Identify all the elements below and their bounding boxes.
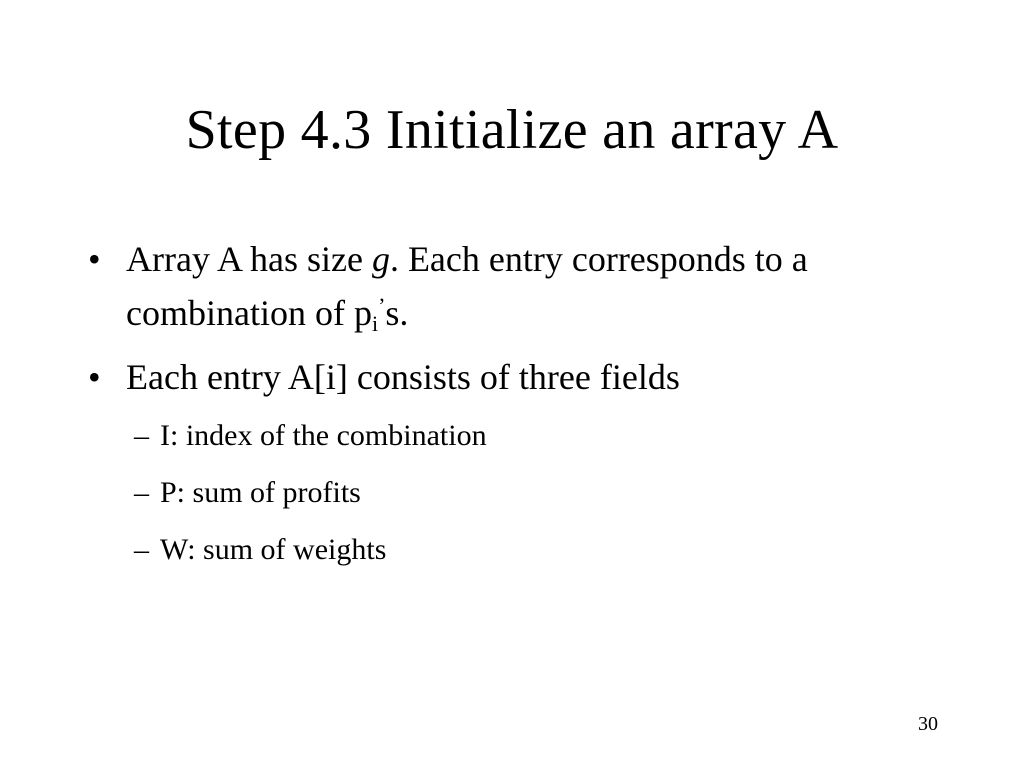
list-item-text: W: sum of weights bbox=[160, 533, 387, 566]
slide-body bbox=[88, 232, 948, 585]
slide-title: Step 4.3 Initialize an array A bbox=[185, 99, 839, 161]
bullet-array-size bbox=[88, 232, 948, 340]
list-item-text: P: sum of profits bbox=[160, 476, 361, 509]
bullet-text-part: . Each entry corresponds to a combination of p bbox=[126, 239, 808, 333]
bullet-entry-fields bbox=[88, 350, 948, 404]
bullet-marker: • bbox=[88, 357, 101, 397]
list-item-text: I: index of the combination bbox=[160, 419, 487, 452]
dash-marker: – bbox=[134, 419, 149, 452]
variable-g: g bbox=[371, 239, 390, 279]
bullet-text: Each entry A[i] consists of three fields bbox=[126, 357, 680, 397]
dash-marker: – bbox=[134, 476, 149, 509]
apostrophe: ’ bbox=[378, 293, 386, 318]
bullet-text-part: s. bbox=[385, 293, 409, 333]
list-item-weight-field bbox=[88, 528, 948, 572]
subscript-i: i bbox=[371, 311, 379, 336]
dash-marker: – bbox=[134, 533, 149, 566]
list-item-profit-field bbox=[88, 471, 948, 515]
page-number: 30 bbox=[918, 713, 938, 735]
field-list bbox=[88, 414, 948, 572]
bullet-marker: • bbox=[88, 239, 101, 279]
list-item-index-field bbox=[88, 414, 948, 458]
bullet-text-part: Array A has size bbox=[126, 239, 372, 279]
